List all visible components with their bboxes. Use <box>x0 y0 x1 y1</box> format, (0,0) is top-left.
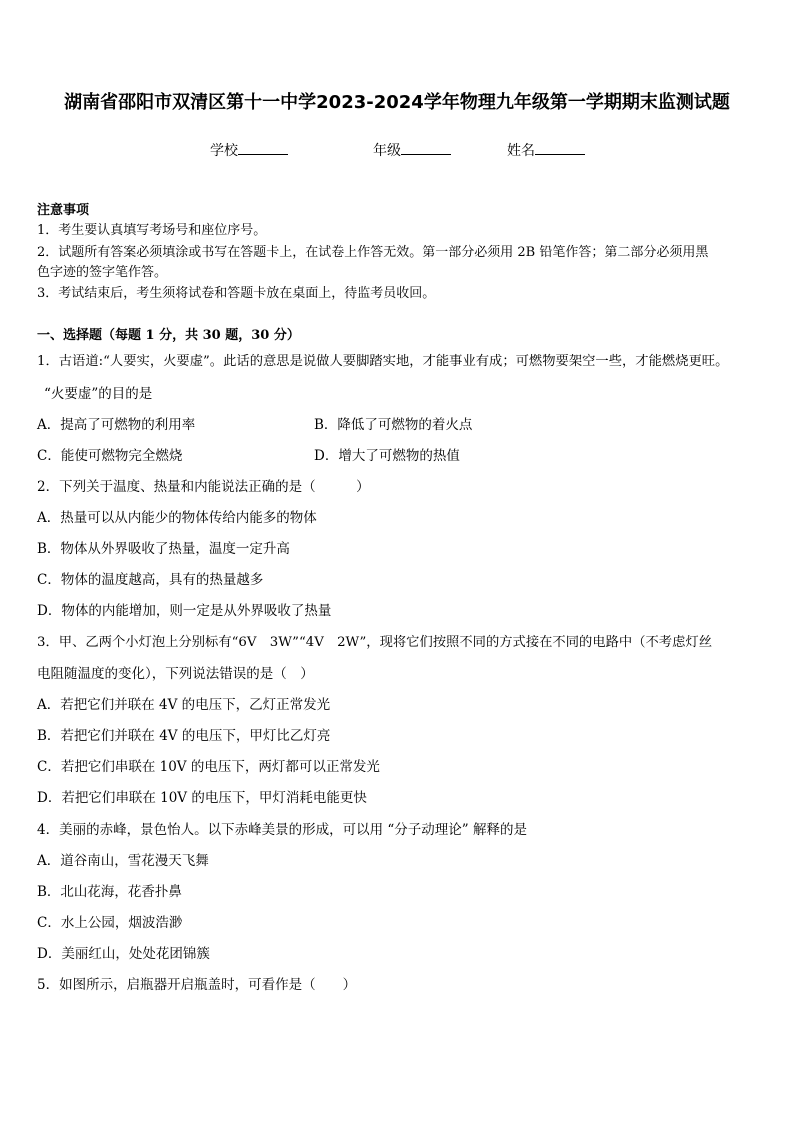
school-label: 学校 <box>210 143 238 159</box>
question-3-stem: 电阻随温度的变化），下列说法错误的是（ ） <box>37 666 314 682</box>
question-1-stem: “火要虚”的目的是 <box>44 386 153 402</box>
question-4-option-b[interactable]: B．北山花海，花香扑鼻 <box>37 884 182 900</box>
grade-blank[interactable] <box>401 140 451 155</box>
question-1-option-c[interactable]: C．能使可燃物完全燃烧 <box>37 448 183 464</box>
question-2-option-c[interactable]: C．物体的温度越高，具有的热量越多 <box>37 572 264 588</box>
question-4-stem: 4．美丽的赤峰，景色怡人。以下赤峰美景的形成，可以用 “分子动理论” 解释的是 <box>37 822 527 838</box>
question-3-stem: 3．甲、乙两个小灯泡上分别标有“6V 3W”“4V 2W”，现将它们按照不同的方式接在不同的电路中（不考虑灯丝 <box>37 635 712 650</box>
question-2-option-b[interactable]: B．物体从外界吸收了热量，温度一定升高 <box>37 541 290 557</box>
question-3-option-c[interactable]: C．若把它们串联在 10V 的电压下，两灯都可以正常发光 <box>37 759 380 775</box>
question-2-option-a[interactable]: A．热量可以从内能少的物体传给内能多的物体 <box>37 510 317 526</box>
question-4-option-d[interactable]: D．美丽红山，处处花团锦簇 <box>37 946 210 962</box>
name-blank[interactable] <box>535 140 585 155</box>
name-field <box>507 140 585 160</box>
school-blank[interactable] <box>238 140 288 155</box>
notice-item: 3．考试结束后，考生须将试卷和答题卡放在桌面上，待监考员收回。 <box>37 286 436 301</box>
school-field <box>210 140 288 160</box>
grade-field <box>373 140 451 160</box>
exam-title: 湖南省邵阳市双清区第十一中学2023-2024学年物理九年级第一学期期末监测试题 <box>64 92 730 113</box>
question-1-option-b[interactable]: B．降低了可燃物的着火点 <box>314 417 473 433</box>
notice-item: 1．考生要认真填写考场号和座位序号。 <box>37 223 267 238</box>
name-label: 姓名 <box>507 143 535 159</box>
question-3-option-b[interactable]: B．若把它们并联在 4V 的电压下，甲灯比乙灯亮 <box>37 728 331 744</box>
question-4-option-c[interactable]: C．水上公园，烟波浩渺 <box>37 915 183 931</box>
question-4-option-a[interactable]: A．道谷南山，雪花漫天飞舞 <box>37 853 209 869</box>
notice-heading: 注意事项 <box>37 203 90 218</box>
question-5-stem: 5．如图所示，启瓶器开启瓶盖时，可看作是（ ） <box>37 977 357 993</box>
grade-label: 年级 <box>373 143 401 159</box>
section-heading: 一、选择题（每题 1 分，共 30 题，30 分） <box>37 328 300 343</box>
question-2-option-d[interactable]: D．物体的内能增加，则一定是从外界吸收了热量 <box>37 603 332 619</box>
question-1-stem: 1．古语道:“人要实，火要虚”。此话的意思是说做人要脚踏实地，才能事业有成；可燃物要架空一些，才能燃烧更旺。 <box>37 354 729 369</box>
notice-item: 色字迹的签字笔作答。 <box>37 265 168 280</box>
question-3-option-d[interactable]: D．若把它们串联在 10V 的电压下，甲灯消耗电能更快 <box>37 790 367 806</box>
notice-item: 2．试题所有答案必须填涂或书写在答题卡上，在试卷上作答无效。第一部分必须用 2B 铅笔作答；第二部分必须用黑 <box>37 245 709 260</box>
question-2-stem: 2．下列关于温度、热量和内能说法正确的是（ ） <box>37 479 370 495</box>
question-3-option-a[interactable]: A．若把它们并联在 4V 的电压下，乙灯正常发光 <box>37 697 331 713</box>
question-1-option-a[interactable]: A．提高了可燃物的利用率 <box>37 417 196 433</box>
question-1-option-d[interactable]: D．增大了可燃物的热值 <box>314 448 460 464</box>
